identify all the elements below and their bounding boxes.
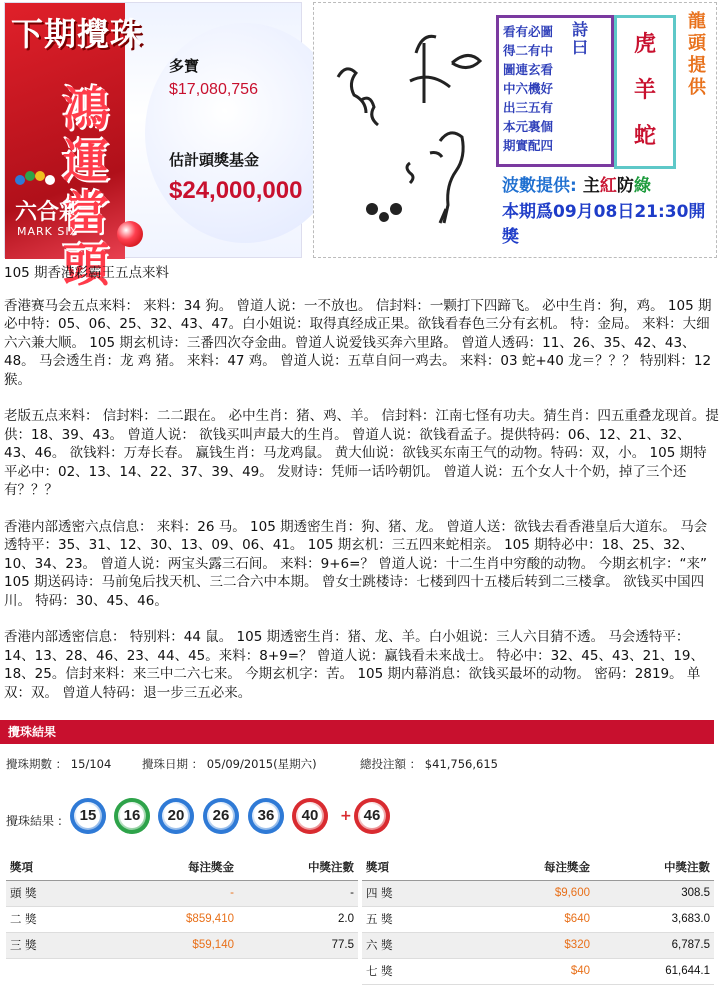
table-row bbox=[362, 906, 714, 932]
article-paragraph: 香港内部透密六点信息： 来料：26 马。 105 期透密生肖：狗、猪、龙。 曾道人送：欲钱去看香港皇后大道东。 马会透特平：35、31、12、30、13、09、06、41。 105 期玄机：三五四来蛇相亲。 105 期特必中：18、25、32、10、34、23。 曾道人说：两宝头露三石间。 来料：9+6=？ 曾道人说：十二生肖中穷酸的动物。 今期玄机字：“来” 105 期送码诗：马前兔后找天机、三二合六中本期。 曾女士跳楼诗：七楼到四十五楼后转到二三楼拿。 欲钱买中国四川。 特码：30、45、46。 bbox=[4, 518, 708, 609]
col-header-winners: 中獎注數 bbox=[590, 854, 714, 880]
winners-cell: 61,644.1 bbox=[590, 958, 714, 984]
amount-cell: $640 bbox=[472, 906, 590, 932]
ball-number: 20 bbox=[164, 804, 188, 828]
col-header-tier: 獎項 bbox=[362, 854, 472, 880]
tier-cell: 頭 獎 bbox=[6, 880, 116, 906]
results-header-bar: 攪珠結果 bbox=[0, 720, 714, 744]
provider-guard: 防 bbox=[616, 176, 634, 196]
amount-cell: $40 bbox=[472, 958, 590, 984]
amount-cell: $59,140 bbox=[116, 932, 234, 958]
winners-cell: - bbox=[234, 880, 358, 906]
poem-line: 得二有中 bbox=[503, 43, 554, 58]
result-ball bbox=[248, 798, 284, 834]
total-turnover: 總投注額 ： $41,756,615 bbox=[360, 757, 498, 771]
table-row bbox=[362, 880, 714, 906]
winners-cell: 6,787.5 bbox=[590, 932, 714, 958]
provider-label: 波數提供: bbox=[502, 176, 577, 196]
col-header-tier: 獎項 bbox=[6, 854, 116, 880]
banner-luck-text: 鴻運當頭 bbox=[63, 82, 109, 292]
fund-value: $24,000,000 bbox=[169, 177, 303, 204]
banner-title: 下期攪珠 bbox=[11, 15, 144, 53]
table-row bbox=[362, 932, 714, 958]
zodiac-item: 虎 bbox=[633, 32, 656, 57]
table-row bbox=[6, 932, 358, 958]
provider-red: 紅 bbox=[599, 176, 617, 196]
zodiac-item: 羊 bbox=[633, 78, 656, 103]
col-header-amount: 每注獎金 bbox=[116, 854, 234, 880]
draw-time: 本期爲09月08日21:30開獎 bbox=[502, 202, 706, 247]
provider-main: 主 bbox=[582, 176, 600, 196]
col-header-winners: 中獎注數 bbox=[234, 854, 358, 880]
amount-cell: $9,600 bbox=[472, 880, 590, 906]
result-ball bbox=[203, 798, 239, 834]
poem-line: 圖連玄看 bbox=[503, 62, 554, 77]
ball-number: 15 bbox=[76, 804, 100, 828]
plus-sign: + bbox=[340, 808, 352, 824]
ball-number: 26 bbox=[209, 804, 233, 828]
prize-table-right bbox=[362, 854, 714, 985]
number-provider bbox=[502, 171, 651, 196]
dragon-provider-text: 龍頭提供 bbox=[688, 11, 706, 98]
fund-label: 估計頭獎基金 bbox=[169, 151, 260, 169]
article-paragraph: 香港赛马会五点来料： 来料：34 狗。 曾道人说：一不放也。 信封料：一颗打下四蹄飞。 必中生肖：狗，鸡。 105 期必中特：05、06、25、32、43、47。白小姐说：取得真经成正果。欲钱看春色三分有玄机。 特：金局。 来料：大细六六兼大顺。 105 期玄机诗：三番四次夺金曲。曾道人说爱钱买奔六里路。 曾道人透码：11、26、35、42、43、48。 马会透生肖：龙 鸡 猪。 来料：47 鸡。 曾道人说：五草自问一鸡去。 来料：03 蛇+40 龙＝？？？ 特别料：12 猴。 bbox=[4, 297, 712, 388]
draw-date: 攪珠日期 ： 05/09/2015(星期六) bbox=[142, 757, 317, 771]
poem-line: 看有必圖 bbox=[503, 24, 554, 39]
result-ball bbox=[292, 798, 328, 834]
tier-cell: 六 獎 bbox=[362, 932, 472, 958]
article-paragraph: 香港内部透密信息： 特别料：44 鼠。 105 期透密生肖：猪、龙、羊。白小姐说：三人六目猜不透。 马会透特平：14、13、28、46、23、44、45。来料：8+9=？ 曾道人说：赢钱看未来战士。 特必中：32、45、43、21、19、18、25。信封来料：来三中二六七来。 今期玄机字：苦。 105 期内幕消息：欲钱买最坏的动物。 密码：2819。 单双：双。 曾道人特码：退一步三五必来。 bbox=[4, 629, 705, 701]
mark-six-logo-icon bbox=[15, 171, 55, 187]
tier-cell: 四 獎 bbox=[362, 880, 472, 906]
zodiac-item: 蛇 bbox=[633, 124, 656, 149]
winners-cell: 77.5 bbox=[234, 932, 358, 958]
ball-number: 40 bbox=[298, 804, 322, 828]
tier-cell: 三 獎 bbox=[6, 932, 116, 958]
zodiac-box bbox=[614, 15, 676, 169]
poem-line: 本元裏個 bbox=[503, 119, 554, 134]
provider-green: 綠 bbox=[633, 176, 651, 196]
col-header-amount: 每注獎金 bbox=[472, 854, 590, 880]
riddle-sketch-icon bbox=[324, 13, 504, 233]
table-row bbox=[6, 880, 358, 906]
logo-text: 六合彩 bbox=[15, 199, 82, 225]
amount-cell: $859,410 bbox=[116, 906, 234, 932]
riddle-banner[interactable] bbox=[313, 2, 717, 258]
article-paragraph: 老版五点来料： 信封料：二二跟在。 必中生肖：猪、鸡、羊。 信封料：江南七怪有功夫。猜生肖：四五重叠龙现首。提供：18、39、43。 曾道人说： 欲钱买叫声最大的生肖。 曾道人说：欲钱看孟子。提供特码：06、12、21、32、43、46。 欲钱料：万寿长春。 赢钱生肖：马龙鸡鼠。 黄大仙说：欲钱买东南王气的动物。特码：双，小。 105 期特平必中：02、13、14、22、37、39、49。 发财诗：凭师一话吟朝饥。 曾道人说：五个女人十个奶，掉了三个还有？？？ bbox=[4, 408, 719, 498]
special-ball bbox=[354, 798, 390, 834]
table-row bbox=[6, 906, 358, 932]
table-header-row bbox=[362, 854, 714, 880]
prize-table-left bbox=[6, 854, 358, 959]
poem-line: 期實配四 bbox=[503, 138, 554, 153]
table-row bbox=[362, 958, 714, 984]
prize-label: 多寶 bbox=[169, 57, 200, 75]
tier-cell: 二 獎 bbox=[6, 906, 116, 932]
ball-number: 16 bbox=[120, 804, 144, 828]
amount-cell: - bbox=[116, 880, 234, 906]
ball-number: 46 bbox=[360, 804, 384, 828]
ball-number: 36 bbox=[254, 804, 278, 828]
result-ball bbox=[158, 798, 194, 834]
winners-cell: 3,683.0 bbox=[590, 906, 714, 932]
table-header-row bbox=[6, 854, 358, 880]
poem-title: 詩曰 bbox=[572, 20, 589, 57]
tier-cell: 五 獎 bbox=[362, 906, 472, 932]
result-ball bbox=[114, 798, 150, 834]
prize-value: $17,080,756 bbox=[169, 81, 258, 98]
poem-line: 中六機好 bbox=[503, 81, 554, 96]
poem-line: 出三五有 bbox=[503, 100, 554, 115]
article-headline: 105 期香港彩霸王五点来料 bbox=[4, 265, 170, 281]
winners-cell: 308.5 bbox=[590, 880, 714, 906]
tier-cell: 七 獎 bbox=[362, 958, 472, 984]
logo-subtext: MARK SIX bbox=[17, 225, 79, 238]
result-label: 攪珠結果 : bbox=[6, 814, 62, 828]
result-ball bbox=[70, 798, 106, 834]
lottery-ball-icon bbox=[117, 221, 143, 247]
article-body bbox=[4, 264, 720, 720]
draw-number: 攪珠期數 ： 15/104 bbox=[6, 757, 112, 771]
amount-cell: $320 bbox=[472, 932, 590, 958]
winners-cell: 2.0 bbox=[234, 906, 358, 932]
